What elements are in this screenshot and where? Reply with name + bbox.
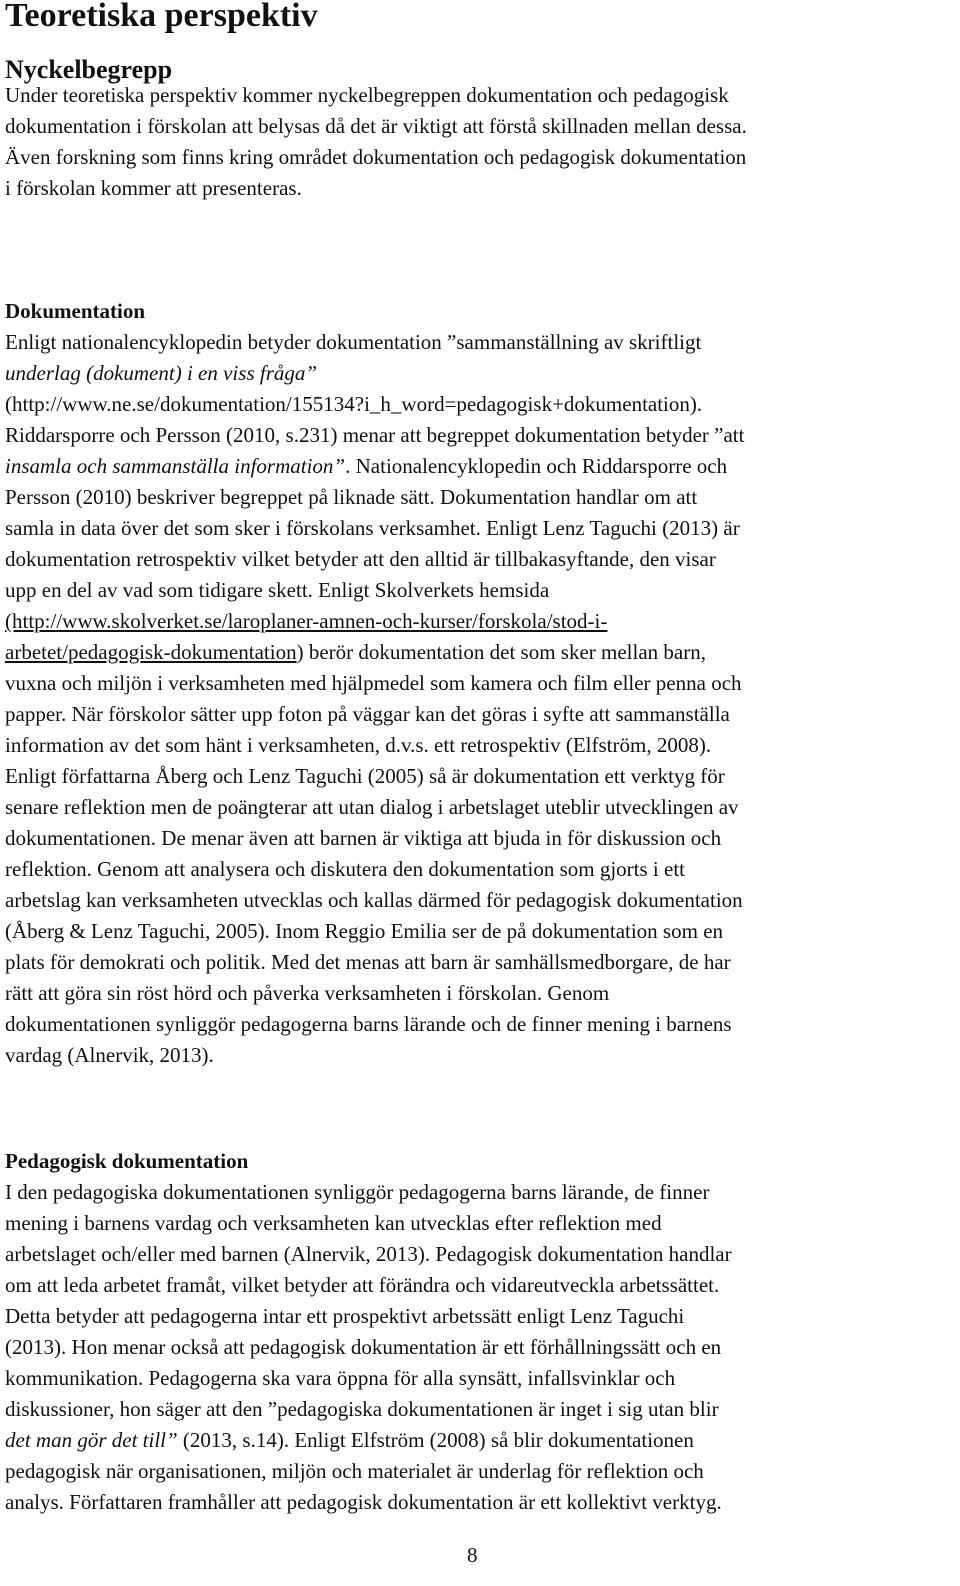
body-text: ) berör dokumentation det som sker mellan barn,: [296, 640, 706, 664]
body-line: diskussioner, hon säger att den ”pedagogiska dokumentationen är inget i sig utan blir: [5, 1397, 719, 1421]
body-line: (http://www.ne.se/dokumentation/155134?i_h_word=pedagogisk+dokumentation).: [5, 392, 703, 416]
body-line: arbetslaget och/eller med barnen (Alnervik, 2013). Pedagogisk dokumentation handlar: [5, 1242, 732, 1266]
body-line: vuxna och miljön i verksamheten med hjälpmedel som kamera och film eller penna och: [5, 671, 742, 695]
body-line: rätt att göra sin röst hörd och påverka verksamheten i förskolan. Genom: [5, 981, 610, 1005]
body-line: upp en del av vad som tidigare skett. Enligt Skolverkets hemsida: [5, 578, 550, 602]
quote-text: det man gör det till”: [5, 1428, 178, 1452]
section-pedagogisk-dokumentation: [5, 1146, 732, 1518]
body-line: (2013). Hon menar också att pedagogisk dokumentation är ett förhållningssätt och en: [5, 1335, 722, 1359]
skolverket-link-cont[interactable]: arbetet/pedagogisk-dokumentation: [5, 640, 297, 664]
intro-line: i förskolan kommer att presenteras.: [5, 176, 302, 200]
body-line: Persson (2010) beskriver begreppet på liknade sätt. Dokumentation handlar om att: [5, 485, 698, 509]
intro-line: Även forskning som finns kring området dokumentation och pedagogisk dokumentation: [5, 145, 747, 169]
intro-paragraph: [5, 80, 747, 204]
section-heading: Dokumentation: [5, 299, 146, 323]
quote-text: insamla och sammanställa information”: [5, 454, 346, 478]
body-line: (Åberg & Lenz Taguchi, 2005). Inom Reggio Emilia ser de på dokumentation som en: [5, 919, 724, 943]
body-line: pedagogisk när organisationen, miljön och materialet är underlag för reflektion och: [5, 1459, 704, 1483]
body-line: Enligt nationalencyklopedin betyder dokumentation ”sammanställning av skriftligt: [5, 330, 702, 354]
body-line: I den pedagogiska dokumentationen synliggör pedagogerna barns lärande, de finner: [5, 1180, 710, 1204]
body-line: Riddarsporre och Persson (2010, s.231) menar att begreppet dokumentation betyder ”att: [5, 423, 745, 447]
body-line: Detta betyder att pedagogerna intar ett prospektivt arbetssätt enligt Lenz Taguchi: [5, 1304, 685, 1328]
section-dokumentation: [5, 296, 744, 1071]
section-subtitle: Nyckelbegrepp: [5, 55, 173, 84]
page-number: 8: [467, 1543, 478, 1567]
body-line: plats för demokrati och politik. Med det menas att barn är samhällsmedborgare, de har: [5, 950, 731, 974]
intro-line: Under teoretiska perspektiv kommer nyckelbegreppen dokumentation och pedagogisk: [5, 83, 729, 107]
body-line: information av det som hänt i verksamheten, d.v.s. ett retrospektiv (Elfström, 2008).: [5, 733, 712, 757]
section-heading: Pedagogisk dokumentation: [5, 1149, 249, 1173]
skolverket-link[interactable]: (http://www.skolverket.se/laroplaner-amnen-och-kurser/forskola/stod-i-: [5, 609, 608, 633]
body-line: analys. Författaren framhåller att pedagogisk dokumentation är ett kollektivt verktyg.: [5, 1490, 722, 1514]
body-line: dokumentationen synliggör pedagogerna barns lärande och de finner mening i barnens: [5, 1012, 732, 1036]
intro-line: dokumentation i förskolan att belysas då det är viktigt att förstå skillnaden mellan dessa.: [5, 114, 747, 138]
body-line: Enligt författarna Åberg och Lenz Taguchi (2005) så är dokumentation ett verktyg för: [5, 764, 725, 788]
body-line: dokumentationen. De menar även att barnen är viktiga att bjuda in för diskussion och: [5, 826, 722, 850]
quote-text: underlag (dokument) i en viss fråga”: [5, 361, 318, 385]
body-line: vardag (Alnervik, 2013).: [5, 1043, 214, 1067]
body-text: . Nationalencyklopedin och Riddarsporre och: [345, 454, 728, 478]
body-line: mening i barnens vardag och verksamheten kan utvecklas efter reflektion med: [5, 1211, 662, 1235]
body-line: papper. När förskolor sätter upp foton på väggar kan det göras i syfte att sammanställa: [5, 702, 730, 726]
body-line: kommunikation. Pedagogerna ska vara öppna för alla synsätt, infallsvinklar och: [5, 1366, 676, 1390]
body-line: dokumentation retrospektiv vilket betyder att den alltid är tillbakasyftande, den visar: [5, 547, 716, 571]
body-line: arbetslag kan verksamheten utvecklas och kallas därmed för pedagogisk dokumentation: [5, 888, 743, 912]
body-line: om att leda arbetet framåt, vilket betyder att förändra och vidareutveckla arbetssättet.: [5, 1273, 720, 1297]
body-line: reflektion. Genom att analysera och diskutera den dokumentation som gjorts i ett: [5, 857, 685, 881]
body-line: samla in data över det som sker i förskolans verksamhet. Enligt Lenz Taguchi (2013) är: [5, 516, 740, 540]
page-title: Teoretiska perspektiv: [5, 0, 318, 34]
body-line: senare reflektion men de poängterar att utan dialog i arbetslaget uteblir utvecklingen av: [5, 795, 739, 819]
body-text: (2013, s.14). Enligt Elfström (2008) så blir dokumentationen: [177, 1428, 694, 1452]
